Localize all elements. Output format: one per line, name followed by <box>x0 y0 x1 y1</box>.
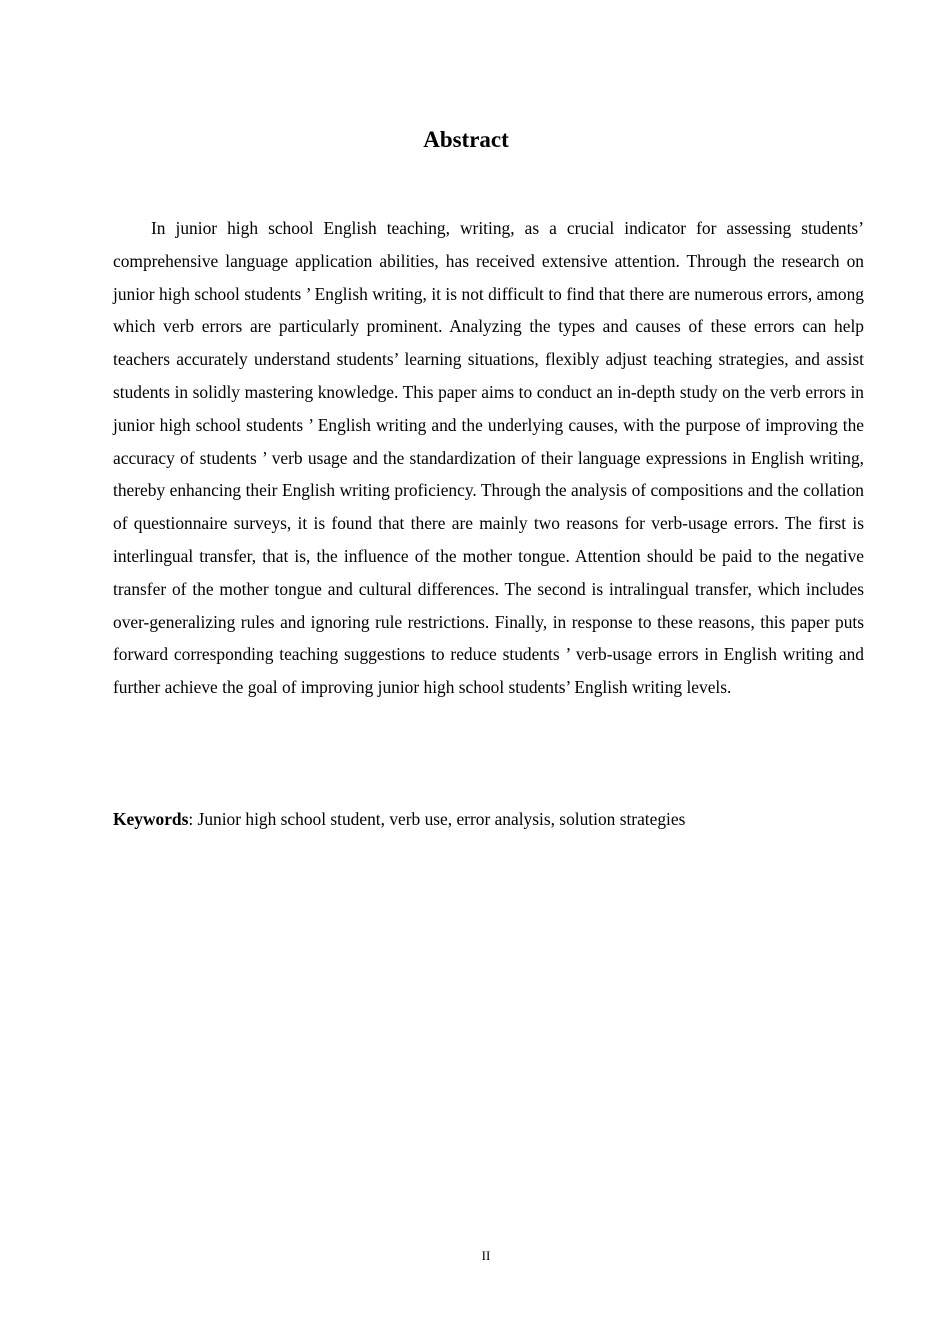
page-number: II <box>481 1248 491 1263</box>
abstract-body: In junior high school English teaching, writing, as a crucial indicator for assessing students’ comprehensive language application abilities, has received extensive attention. Through the research on junior high school students ’ English writing, it is not difficult to find that there are numerous errors, among which verb errors are particularly prominent. Analyzing the types and causes of these errors can help teachers accurately understand students’ learning situations, flexibly adjust teaching strategies, and assist students in solidly mastering knowledge. This paper aims to conduct an in-depth study on the verb errors in junior high school students ’ English writing and the underlying causes, with the purpose of improving the accuracy of students ’ verb usage and the standardization of their language expressions in English writing, thereby enhancing their English writing proficiency. Through the analysis of compositions and the collation of questionnaire surveys, it is found that there are mainly two reasons for verb-usage errors. The first is interlingual transfer, that is, the influence of the mother tongue. Attention should be paid to the negative transfer of the mother tongue and cultural differences. The second is intralingual transfer, which includes over-generalizing rules and ignoring rule restrictions. Finally, in response to these reasons, this paper puts forward corresponding teaching suggestions to reduce students ’ verb-usage errors in English writing and further achieve the goal of improving junior high school students’ English writing levels. <box>113 218 864 698</box>
keywords-line <box>113 803 864 835</box>
keywords-text: Junior high school student, verb use, error analysis, solution strategies <box>197 809 686 829</box>
keywords-label: Keywords <box>113 809 189 829</box>
keywords-separator: : <box>188 809 198 829</box>
abstract-title: Abstract <box>423 127 509 152</box>
